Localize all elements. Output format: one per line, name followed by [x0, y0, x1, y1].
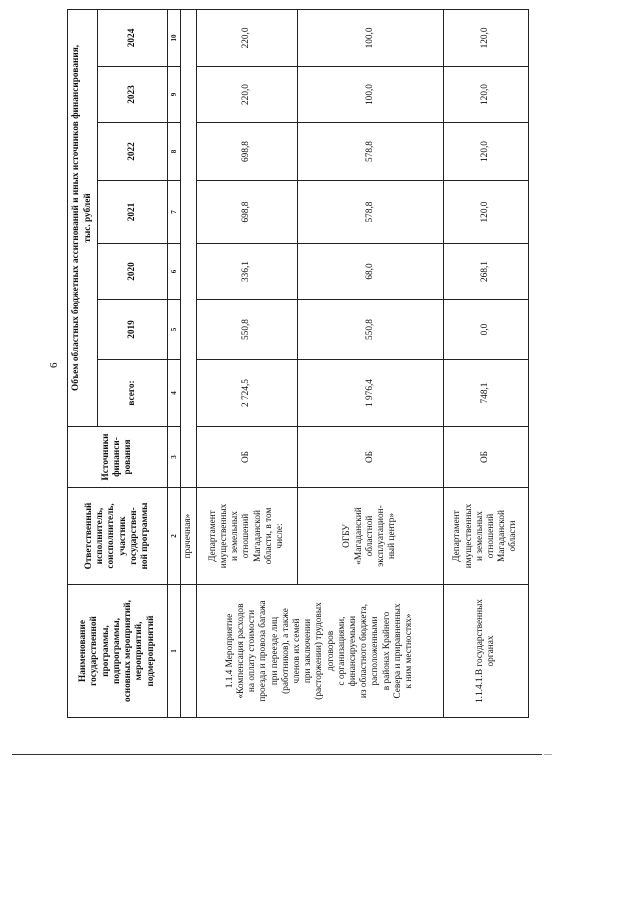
header-year: 2019 [98, 300, 168, 360]
header-source: Источники финанси- рования [68, 427, 168, 488]
column-number-row [168, 9, 181, 717]
row-total: 748,1 [444, 360, 529, 427]
row-source: ОБ [298, 427, 444, 488]
column-number: 8 [168, 123, 181, 181]
column-number: 3 [168, 427, 181, 488]
row-value: 578,8 [298, 181, 444, 244]
column-number: 6 [168, 244, 181, 300]
header-name: Наименование государственной программы, подпрограммы, основных мероприятий, мероприятий, подмероприятий [68, 585, 168, 718]
row-value: 120,0 [444, 181, 529, 244]
row-value: 268,1 [444, 244, 529, 300]
funding-table [67, 9, 529, 718]
header-executor: Ответственный исполнитель, соисполнитель, участник государствен- ной программы [68, 488, 168, 585]
row-value: 698,8 [197, 123, 298, 181]
row-value: 336,1 [197, 244, 298, 300]
header-year: 2020 [98, 244, 168, 300]
table-row [444, 9, 529, 717]
row-source: ОБ [444, 427, 529, 488]
row-value: 120,0 [444, 67, 529, 123]
header-year: 2023 [98, 67, 168, 123]
page-number: 6 [48, 362, 60, 368]
column-number: 5 [168, 300, 181, 360]
header-year: 2024 [98, 9, 168, 66]
header-total: всего: [98, 360, 168, 427]
row-value: 100,0 [298, 9, 444, 66]
row-value: 120,0 [444, 123, 529, 181]
row-value: 550,8 [197, 300, 298, 360]
column-number: 9 [168, 67, 181, 123]
continued-row [181, 9, 197, 717]
row-value: 550,8 [298, 300, 444, 360]
row-value: 68,0 [298, 244, 444, 300]
row-total: 1 976,4 [298, 360, 444, 427]
row-value: 100,0 [298, 67, 444, 123]
table-row [197, 9, 298, 717]
column-number: 4 [168, 360, 181, 427]
page-divider-tail [544, 754, 552, 755]
row-name: 1.1.4 Мероприятие «Компенсация расходов на оплату стоимости проезда и провоза багажа при переезде лиц (работников), а также членов их семей при заключении (расторжении) трудовых договоров с организациями, финансируемыми из областного бюджета, расположенными в районах Крайнего Севера и приравненных к ним местностях» [197, 585, 444, 718]
row-value: 220,0 [197, 67, 298, 123]
continued-executor: прачечная» [181, 488, 197, 585]
row-value: 220,0 [197, 9, 298, 66]
column-number: 10 [168, 9, 181, 66]
rotated-table-page [48, 10, 528, 718]
header-group-row [68, 9, 98, 717]
row-source: ОБ [197, 427, 298, 488]
column-number: 1 [168, 585, 181, 718]
column-number: 2 [168, 488, 181, 585]
row-executor: Департамент имущественных и земельных отношений Магаданской области [444, 488, 529, 585]
header-year: 2022 [98, 123, 168, 181]
row-value: 578,8 [298, 123, 444, 181]
row-value: 120,0 [444, 9, 529, 66]
row-executor: Департамент имущественных и земельных отношений Магаданской области, в том числе: [197, 488, 298, 585]
row-value: 0,0 [444, 300, 529, 360]
header-funding-group: Объем областных бюджетных ассигнований и иных источников финансирования, тыс. рублей [68, 9, 98, 426]
row-total: 2 724,5 [197, 360, 298, 427]
empty-cell [181, 9, 197, 487]
row-executor: ОГБУ «Магаданский областной эксплуатацион- ный центр» [298, 488, 444, 585]
column-number: 7 [168, 181, 181, 244]
row-value: 698,8 [197, 181, 298, 244]
header-year: 2021 [98, 181, 168, 244]
empty-cell [181, 585, 197, 718]
page-divider-line [12, 754, 542, 755]
row-name: 1.1.4.1.В государственных органах [444, 585, 529, 718]
